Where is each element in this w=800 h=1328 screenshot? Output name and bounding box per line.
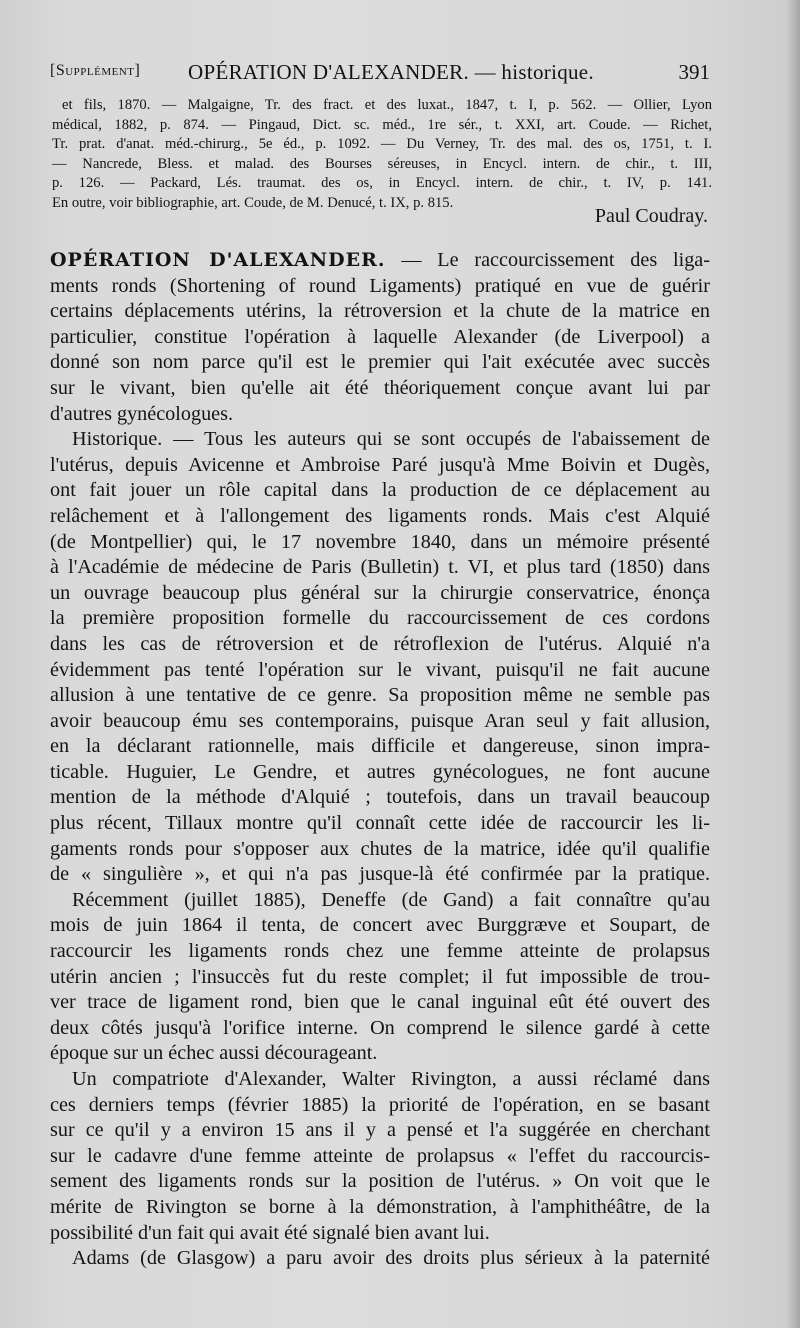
article-line: utérin ancien ; l'insuccès fut du reste complet; il fut impossible de trou- xyxy=(50,965,710,988)
article-line: d'autres gynécologues. xyxy=(50,402,234,425)
article-line: sur ce qu'il y a environ 15 ans il y a pensé et l'a suggérée en cherchant xyxy=(50,1119,710,1142)
article-line: mérite de Rivington se borne à la démonstration, à l'amphithéâtre, de la xyxy=(50,1195,710,1218)
article-line: plus récent, Tillaux montre qu'il connaît cette idée de raccourcir les li- xyxy=(50,812,710,835)
article-line: sement des ligaments ronds sur la position de l'utérus. » On voit que le xyxy=(50,1170,710,1193)
article-line: de « singulière », et qui n'a pas jusque-là été confirmée par la pratique. xyxy=(50,863,710,886)
bibliography-line: et fils, 1870. — Malgaigne, Tr. des fract. et des luxat., 1847, t. I, p. 562. — Ollier, Lyon xyxy=(62,97,712,113)
page-header xyxy=(50,60,710,90)
article-line: ont fait jouer un rôle capital dans la production de ce déplacement au xyxy=(50,479,710,502)
article-line: l'utérus, depuis Avicenne et Ambroise Paré jusqu'à Mme Boivin et Dugès, xyxy=(50,453,710,476)
bibliography xyxy=(52,96,712,214)
bibliography-line: p. 126. — Packard, Lés. traumat. des os, in Encycl. intern. de chir., t. IV, p. 141. xyxy=(52,175,712,192)
article-line: Adams (de Glasgow) a paru avoir des droits plus sérieux à la paternité xyxy=(72,1247,710,1270)
article-line: mention de la méthode d'Alquié ; toutefois, dans un travail beaucoup xyxy=(50,786,710,809)
bibliography-line: Tr. prat. d'anat. méd.-chirurg., 5e éd., p. 1092. — Du Verney, Tr. des mal. des os, 1751, t. I. xyxy=(52,136,712,153)
article-line: sur le cadavre d'une femme atteinte de prolapsus « l'effet du raccourcis- xyxy=(50,1144,710,1167)
article-line: avoir beaucoup ému ses contemporains, puisque Aran seul y fait allusion, xyxy=(50,709,710,732)
article-line: donné son nom parce qu'il est le premier qui l'ait exécutée avec succès xyxy=(50,351,710,374)
article-line: Historique. — Tous les auteurs qui se sont occupés de l'abaissement de xyxy=(72,428,710,451)
bibliography-line: En outre, voir bibliographie, art. Coude, de M. Denucé, t. IX, p. 815. xyxy=(52,194,454,211)
section-label: [Supplément] xyxy=(50,62,141,79)
article-line: sur le vivant, bien qu'elle ait été théoriquement conçue avant lui par xyxy=(50,376,710,399)
article-first-line xyxy=(50,248,710,274)
article-line: allusion à une tentative de ce genre. Sa proposition même ne semble pas xyxy=(50,684,710,707)
article-line: un ouvrage beaucoup plus général sur la chirurgie conservatrice, énonça xyxy=(50,581,710,604)
article-line: Un compatriote d'Alexander, Walter Rivington, a aussi réclamé dans xyxy=(72,1068,710,1090)
article-line: en la déclarant rationnelle, mais difficile et dangereuse, sinon impra- xyxy=(50,735,710,758)
article-line: ces derniers temps (février 1885) la priorité de l'opération, en se basant xyxy=(50,1093,710,1116)
article-line: particulier, constitue l'opération à laquelle Alexander (de Liverpool) a xyxy=(50,325,710,348)
article-line: certains déplacements utérins, la rétroversion et la chute de la matrice en xyxy=(50,300,710,323)
article-line: gaments ronds pour s'opposer aux chutes de la matrice, idée qu'il qualifie xyxy=(50,837,710,860)
bibliography-line: — Nancrede, Bless. et malad. des Bourses séreuses, in Encycl. intern. de chir., t. III, xyxy=(52,155,712,172)
article-body xyxy=(50,248,710,1272)
article-line: la première proposition formelle du raccourcissement de ces cordons xyxy=(50,607,710,630)
article-line: relâchement et à l'allongement des ligaments ronds. Mais c'est Alquié xyxy=(50,504,710,527)
article-title: OPÉRATION D'ALEXANDER. xyxy=(50,249,386,271)
article-line: mois de juin 1864 il tenta, de concert avec Burggræve et Soupart, de xyxy=(50,914,710,937)
article-line: ments ronds (Shortening of round Ligaments) pratiqué en vue de guérir xyxy=(50,274,710,297)
article-line: à l'Académie de médecine de Paris (Bulletin) t. VI, et plus tard (1850) dans xyxy=(50,556,710,579)
author-signature: Paul Coudray. xyxy=(594,205,708,227)
article-line: ver trace de ligament rond, bien que le canal inguinal eût été ouvert des xyxy=(50,991,710,1014)
article-line: possibilité d'un fait qui avait été signalé bien avant lui. xyxy=(50,1221,490,1244)
article-line: (de Montpellier) qui, le 17 novembre 1840, dans un mémoire présenté xyxy=(50,530,710,553)
article-line: époque sur un échec aussi décourageant. xyxy=(50,1042,378,1065)
bibliography-line: médical, 1882, p. 874. — Pingaud, Dict. sc. méd., 1re sér., t. XXI, art. Coude. — Richet, xyxy=(52,116,712,133)
article-line: ticable. Huguier, Le Gendre, et autres gynécologues, ne font aucune xyxy=(50,760,710,783)
article-line: dans les cas de rétroversion et de rétroflexion de l'utérus. Alquié n'a xyxy=(50,632,710,655)
article-line: raccourcir les ligaments ronds chez une femme atteinte de prolapsus xyxy=(50,940,710,963)
article-line: évidemment pas tenté l'opération sur le vivant, puisqu'il ne fait aucune xyxy=(50,658,710,681)
running-title: OPÉRATION D'ALEXANDER. — historique. xyxy=(188,60,594,84)
article-line: Récemment (juillet 1885), Deneffe (de Gand) a fait connaître qu'au xyxy=(72,888,710,911)
page-number: 391 xyxy=(678,60,710,84)
article-line: — Le raccourcissement des liga- xyxy=(385,249,710,271)
article-line: deux côtés jusqu'à l'orifice interne. On comprend le silence gardé à cette xyxy=(50,1016,710,1039)
